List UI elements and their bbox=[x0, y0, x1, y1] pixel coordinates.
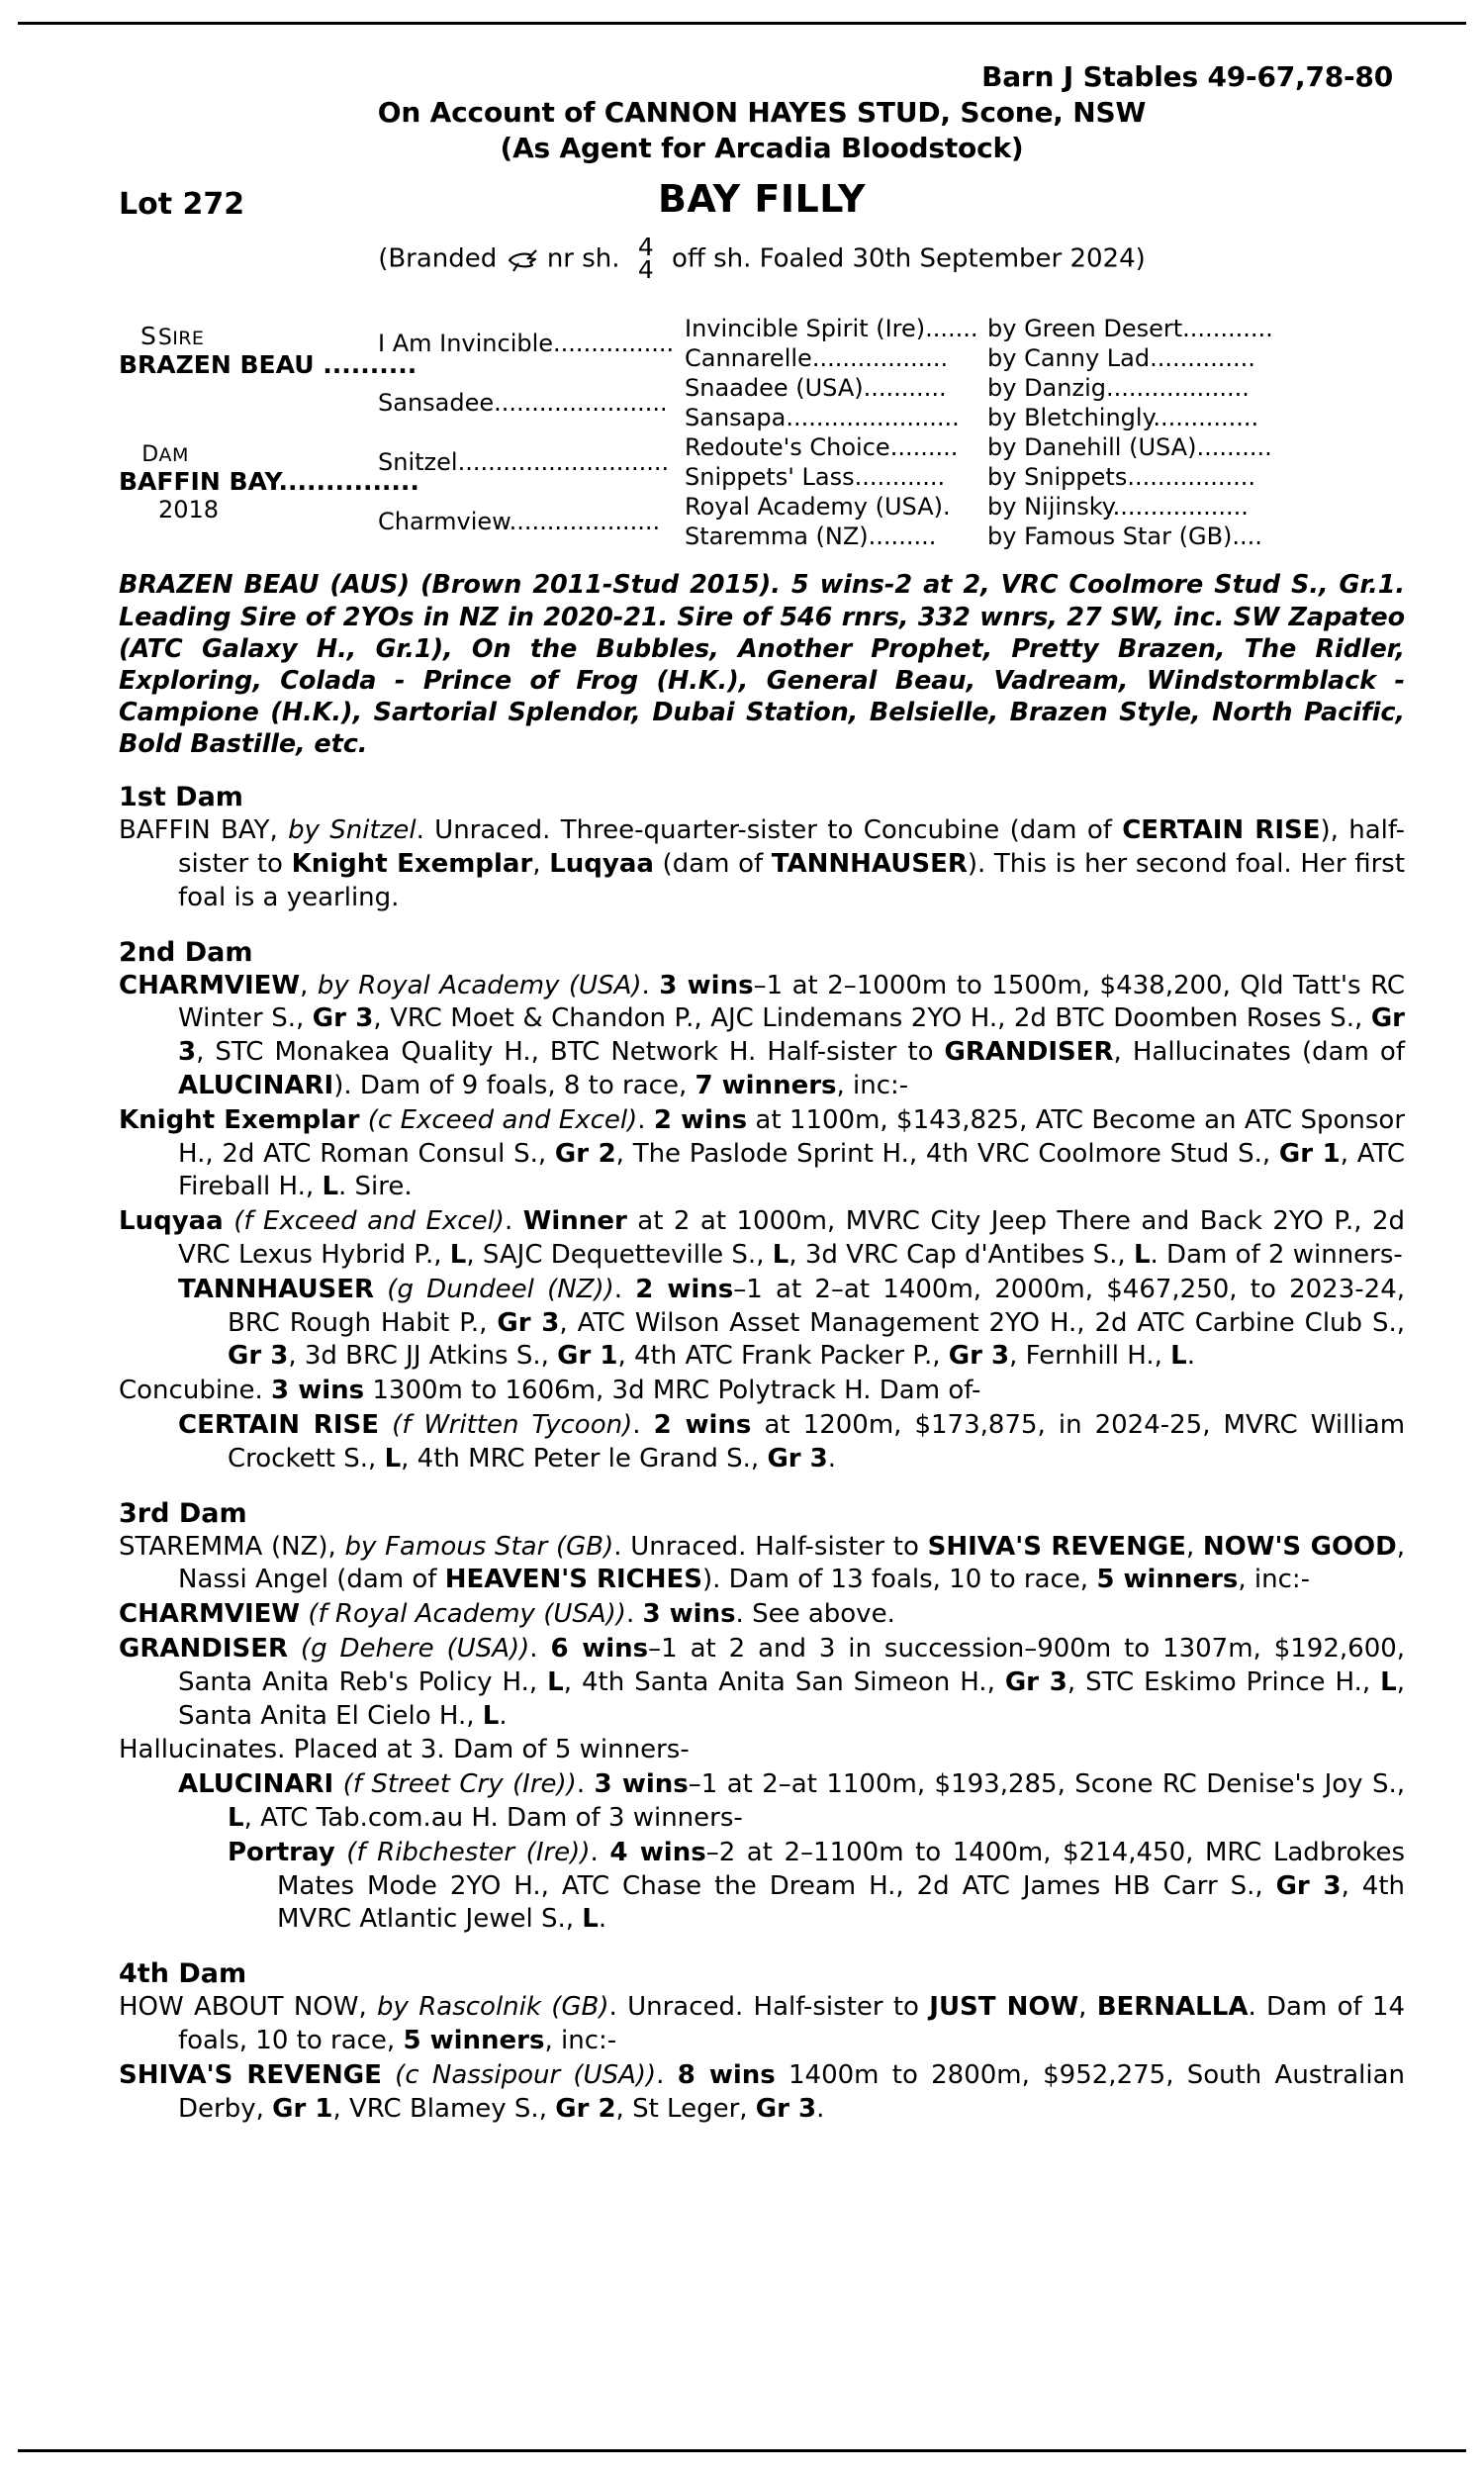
greatgrandparent-sire: by Green Desert bbox=[987, 315, 1183, 343]
pedigree-entry-text: TANNHAUSER (g Dundeel (NZ)). 2 wins–1 at 2–at 1400m, 2000m, $467,250, to 2023-24, BRC Rough Habit P., Gr 3, ATC Wilson Asset Management 2YO H., 2d ATC Carbine Club S., Gr 3, 3d BRC JJ Atkins S., Gr 1, 4th ATC Frank Packer P., Gr 3, Fernhill H., L. bbox=[178, 1274, 1405, 1372]
grandparent-dots: .................... bbox=[509, 508, 661, 536]
pedigree-entry-text: GRANDISER (g Dehere (USA)). 6 wins–1 at 2 and 3 in succession–900m to 1307m, $192,600, Santa Anita Reb's Policy H., L, 4th Santa Anita San Simeon H., Gr 3, STC Eskimo Prince H., L, Santa Anita El Cielo H., L. bbox=[119, 1633, 1406, 1731]
pedigree-greatgrandparents-sires-column bbox=[987, 308, 1284, 551]
brand-fraction bbox=[637, 233, 654, 285]
pedigree-entry-text: Portray (f Ribchester (Ire)). 4 wins–2 at 2–1100m to 1400m, $214,450, MRC Ladbrokes Mates Mode 2YO H., ATC Chase the Dream H., 2d ATC James HB Carr S., Gr 3, 4th MVRC Atlantic Jewel S., L. bbox=[228, 1837, 1406, 1935]
greatgrandparent-sire: by Danzig bbox=[987, 374, 1106, 403]
brand-and-foaling-line bbox=[119, 233, 1405, 285]
greatgrandparent-row bbox=[685, 343, 981, 373]
greatgrandparent-row bbox=[685, 373, 981, 403]
greatgrandparent-name: Royal Academy (USA) bbox=[685, 493, 943, 522]
pedigree-entry bbox=[119, 1991, 1405, 2058]
brand-off-shoulder-foaled-text: off sh. Foaled 30th September 2024) bbox=[671, 243, 1146, 274]
pedigree-entry-text: CHARMVIEW, by Royal Academy (USA). 3 wins–1 at 2–1000m to 1500m, $438,200, Qld Tatt's RC Winter S., Gr 3, VRC Moet & Chandon P., AJC Lindemans 2YO H., 2d BTC Doomben Roses S., Gr 3, STC Monakea Quality H., BTC Network H. Half-sister to GRANDISER, Hallucinates (dam of ALUCINARI). Dam of 9 foals, 8 to race, 7 winners, inc:- bbox=[119, 970, 1406, 1101]
grandparent-row bbox=[378, 373, 675, 432]
grandparent-name: Snitzel bbox=[378, 448, 458, 477]
greatgrandparent-sire-row bbox=[987, 462, 1284, 492]
dam-sections bbox=[119, 782, 1405, 2126]
dam-name bbox=[119, 467, 419, 496]
grandparent-dots: ............................ bbox=[457, 448, 670, 477]
dam-section-heading: 3rd Dam bbox=[119, 1497, 247, 1529]
page-content bbox=[119, 59, 1405, 2126]
dam-label: DAM bbox=[141, 442, 189, 468]
dam-section-heading: 1st Dam bbox=[119, 782, 243, 813]
greatgrandparent-sire-dots: .................. bbox=[1112, 493, 1249, 522]
sire-name-text: BRAZEN BEAU bbox=[119, 350, 315, 380]
dam-name-dots: ............... bbox=[278, 467, 419, 497]
page-title: BAY FILLY bbox=[657, 177, 867, 222]
pedigree-entry-text: Concubine. 3 wins 1300m to 1606m, 3d MRC Polytrack H. Dam of- bbox=[119, 1376, 981, 1406]
dam-section-heading: 4th Dam bbox=[119, 1958, 247, 1990]
pedigree-entry bbox=[119, 1598, 1405, 1632]
dam-name-text: BAFFIN BAY bbox=[119, 467, 279, 497]
greatgrandparent-sire-row bbox=[987, 403, 1284, 432]
pedigree-entry-text: CHARMVIEW (f Royal Academy (USA)). 3 wins. See above. bbox=[119, 1599, 895, 1630]
greatgrandparent-name: Invincible Spirit (Ire) bbox=[685, 315, 926, 343]
pedigree-entry-text: BAFFIN BAY, by Snitzel. Unraced. Three-quarter-sister to Concubine (dam of CERTAIN RISE), half-sister to Knight Exemplar, Luqyaa (dam of TANNHAUSER). This is her second foal. Her first foal is a yearling. bbox=[119, 815, 1406, 912]
pedigree-entry bbox=[119, 1768, 1405, 1836]
greatgrandparent-name: Cannarelle bbox=[685, 344, 812, 373]
pedigree-entry bbox=[119, 1104, 1405, 1204]
grandparent-row bbox=[378, 432, 675, 492]
greatgrandparent-row bbox=[685, 522, 981, 551]
grandparent-dots: ....................... bbox=[494, 389, 668, 418]
pedigree-entry-text: SHIVA'S REVENGE (c Nassipour (USA)). 8 wins 1400m to 2800m, $952,275, South Australian Derby, Gr 1, VRC Blamey S., Gr 2, St Leger, Gr 3. bbox=[119, 2059, 1406, 2124]
greatgrandparent-sire-dots: ................... bbox=[1105, 374, 1250, 403]
greatgrandparent-sire-dots: .............. bbox=[1150, 344, 1255, 373]
pedigree-entry bbox=[119, 970, 1405, 1103]
greatgrandparent-sire-dots: .... bbox=[1232, 523, 1262, 551]
pedigree-entry-text: HOW ABOUT NOW, by Rascolnik (GB). Unraced. Half-sister to JUST NOW, BERNALLA. Dam of 14 foals, 10 to race, 5 winners, inc:- bbox=[119, 1992, 1406, 2055]
pedigree-entry bbox=[119, 1274, 1405, 1374]
pedigree-entry-text: ALUCINARI (f Street Cry (Ire)). 3 wins–1 at 2–at 1100m, $193,285, Scone RC Denise's Joy S., L, ATC Tab.com.au H. Dam of 3 winners- bbox=[178, 1769, 1406, 1833]
greatgrandparent-dots: ......... bbox=[889, 433, 959, 462]
greatgrandparent-row bbox=[685, 462, 981, 492]
brand-near-shoulder-text: nr sh. bbox=[546, 243, 620, 274]
greatgrandparent-sire: by Bletchingly bbox=[987, 404, 1154, 432]
pedigree-entry-text: Luqyaa (f Exceed and Excel). Winner at 2 at 1000m, MVRC City Jeep There and Back 2YO P., 2d VRC Lexus Hybrid P., L, SAJC Dequetteville S., L, 3d VRC Cap d'Antibes S., L. Dam of 2 winners- bbox=[119, 1206, 1405, 1270]
grandparent-name: Charmview bbox=[378, 508, 510, 536]
greatgrandparent-sire-row bbox=[987, 343, 1284, 373]
sire-label: SSIRE bbox=[140, 322, 205, 351]
greatgrandparent-dots: ........... bbox=[863, 374, 947, 403]
pedigree-entry bbox=[119, 1375, 1405, 1408]
dam-section-heading: 2nd Dam bbox=[119, 936, 253, 968]
greatgrandparent-dots: ......... bbox=[868, 523, 937, 551]
vendor-header bbox=[119, 59, 1405, 165]
grandparent-name: Sansadee bbox=[378, 389, 495, 418]
greatgrandparent-dots: ....................... bbox=[786, 404, 960, 432]
greatgrandparent-name: Sansapa bbox=[685, 404, 787, 432]
sire-block bbox=[119, 322, 417, 379]
sire-name-dots: .......... bbox=[323, 350, 417, 380]
barn-stables-line: Barn J Stables 49-67,78-80 bbox=[981, 60, 1393, 93]
pedigree-entry bbox=[119, 1734, 1405, 1767]
pedigree-entry-text: Hallucinates. Placed at 3. Dam of 5 winners- bbox=[119, 1735, 690, 1765]
pedigree-entry-text: STAREMMA (NZ), by Famous Star (GB). Unraced. Half-sister to SHIVA'S REVENGE, NOW'S GOOD, Nassi Angel (dam of HEAVEN'S RICHES). Dam of 13 foals, 10 to race, 5 winners, inc:- bbox=[119, 1531, 1406, 1595]
greatgrandparent-dots: . bbox=[943, 493, 951, 522]
top-rule bbox=[18, 22, 1466, 25]
greatgrandparent-sire: by Famous Star (GB) bbox=[987, 523, 1233, 551]
pedigree-entry bbox=[119, 814, 1405, 914]
pedigree-entry bbox=[119, 1409, 1405, 1476]
dam-block bbox=[119, 442, 419, 523]
greatgrandparent-name: Staremma (NZ) bbox=[685, 523, 869, 551]
greatgrandparent-sire-dots: .............. bbox=[1153, 404, 1259, 432]
brand-prefix-text: (Branded bbox=[378, 243, 498, 274]
pedigree-entry bbox=[119, 1633, 1405, 1733]
grandparent-row bbox=[378, 492, 675, 551]
greatgrandparent-sire: by Snippets bbox=[987, 463, 1128, 492]
pedigree-entry bbox=[119, 1531, 1405, 1598]
vendor-agent-line: (As Agent for Arcadia Bloodstock) bbox=[500, 131, 1024, 164]
greatgrandparent-sire-dots: .......... bbox=[1196, 433, 1272, 462]
pedigree-entry bbox=[119, 2059, 1405, 2127]
greatgrandparent-sire-dots: ................. bbox=[1127, 463, 1256, 492]
pedigree-entry bbox=[119, 1837, 1405, 1937]
lot-number: Lot 272 bbox=[119, 187, 245, 223]
greatgrandparent-dots: ....... bbox=[925, 315, 978, 343]
grandparent-name: I Am Invincible bbox=[378, 330, 554, 358]
grandparent-row bbox=[378, 314, 675, 373]
greatgrandparent-sire-row bbox=[987, 314, 1284, 343]
greatgrandparent-name: Snippets' Lass bbox=[685, 463, 855, 492]
sire-summary-paragraph: BRAZEN BEAU (AUS) (Brown 2011-Stud 2015). 5 wins-2 at 2, VRC Coolmore Stud S., Gr.1. Leading Sire of 2YOs in NZ in 2020-21. Sire of 546 rnrs, 332 wnrs, 27 SW, inc. SW Zapateo (ATC Galaxy H., Gr.1), On the Bubbles, Another Prophet, Pretty Brazen, The Ridler, Exploring, Colada - Prince of Frog (H.K.), General Beau, Vadream, Windstormblack - Campione (H.K.), Sartorial Splendor, Dubai Station, Belsielle, Brazen Style, North Pacific, Bold Bastille, etc. bbox=[119, 570, 1405, 760]
sire-name bbox=[119, 350, 417, 379]
greatgrandparent-name: Snaadee (USA) bbox=[685, 374, 864, 403]
lot-title-row bbox=[119, 177, 1405, 229]
greatgrandparent-sire: by Canny Lad bbox=[987, 344, 1151, 373]
pedigree-table bbox=[119, 308, 1405, 555]
greatgrandparent-row bbox=[685, 432, 981, 462]
greatgrandparent-sire: by Nijinsky bbox=[987, 493, 1113, 522]
greatgrandparent-sire-row bbox=[987, 492, 1284, 522]
brand-fraction-numerator: 4 bbox=[637, 233, 654, 262]
pedigree-entry bbox=[119, 1205, 1405, 1273]
bottom-rule bbox=[18, 2449, 1466, 2452]
brand-fraction-denominator: 4 bbox=[637, 255, 654, 285]
brand-symbol-icon bbox=[506, 247, 539, 273]
pedigree-entry-text: Knight Exemplar (c Exceed and Excel). 2 wins at 1100m, $143,825, ATC Become an ATC Sponsor H., 2d ATC Roman Consul S., Gr 2, The Paslode Sprint H., 4th VRC Coolmore Stud S., Gr 1, ATC Fireball H., L. Sire. bbox=[119, 1104, 1406, 1202]
greatgrandparent-sire: by Danehill (USA) bbox=[987, 433, 1197, 462]
vendor-account-line: On Account of CANNON HAYES STUD, Scone, NSW bbox=[377, 95, 1147, 129]
dam-foaling-year: 2018 bbox=[158, 496, 220, 524]
greatgrandparent-row bbox=[685, 314, 981, 343]
pedigree-entry-text: CERTAIN RISE (f Written Tycoon). 2 wins at 1200m, $173,875, in 2024-25, MVRC William Crockett S., L, 4th MRC Peter le Grand S., Gr 3. bbox=[178, 1409, 1406, 1474]
greatgrandparent-dots: .................. bbox=[811, 344, 949, 373]
grandparent-dots: ................ bbox=[553, 330, 675, 358]
greatgrandparent-row bbox=[685, 403, 981, 432]
pedigree-grandparents-column bbox=[378, 308, 675, 551]
greatgrandparent-sire-dots: ............ bbox=[1182, 315, 1273, 343]
greatgrandparent-row bbox=[685, 492, 981, 522]
greatgrandparent-sire-row bbox=[987, 373, 1284, 403]
pedigree-greatgrandparents-names-column bbox=[685, 308, 981, 551]
greatgrandparent-name: Redoute's Choice bbox=[685, 433, 890, 462]
greatgrandparent-sire-row bbox=[987, 432, 1284, 462]
greatgrandparent-dots: ............ bbox=[854, 463, 946, 492]
greatgrandparent-sire-row bbox=[987, 522, 1284, 551]
